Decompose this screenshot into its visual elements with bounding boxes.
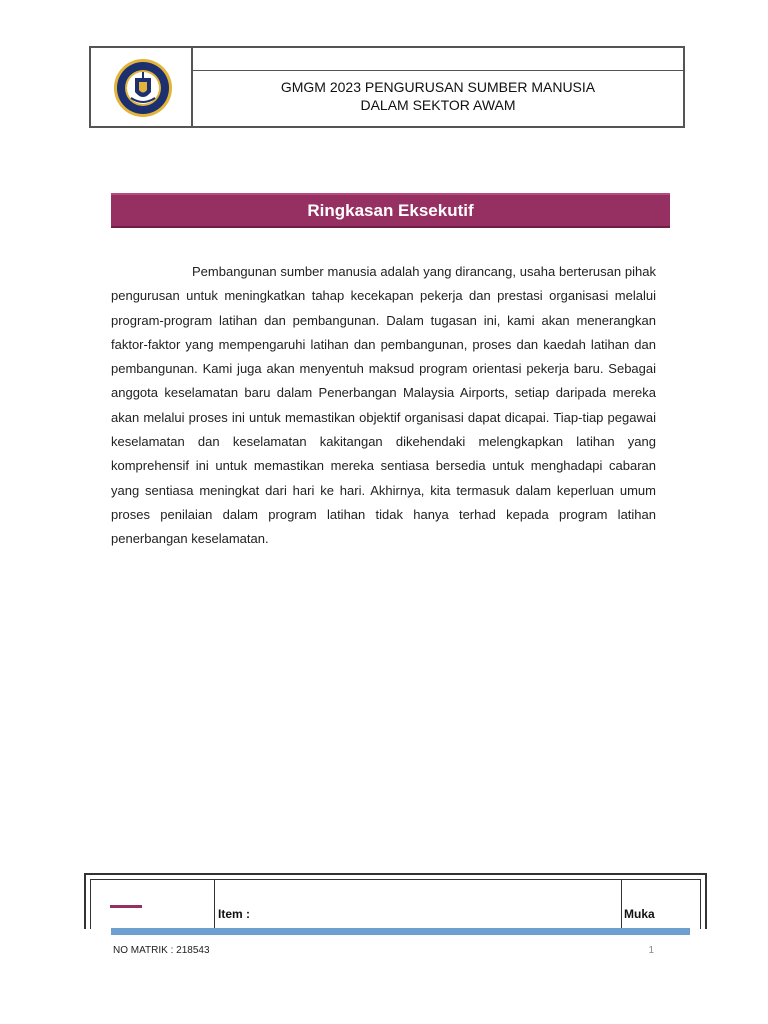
footer-blue-bar [111, 928, 690, 935]
header-table [89, 46, 685, 128]
page-number: 1 [648, 945, 654, 956]
footer-accent-line [110, 905, 142, 908]
footer-muka-label: Muka [624, 907, 655, 921]
header-top-row [193, 48, 683, 71]
header-title-line-1: GMGM 2023 PENGURUSAN SUMBER MANUSIA [280, 79, 596, 95]
header-title [193, 78, 683, 114]
footer-item-label: Item : [218, 907, 251, 921]
body-paragraph: Pembangunan sumber manusia adalah yang dirancang, usaha berterusan pihak pengurusan untuk meningkatkan tahap kecekapan pekerja dan prestasi organisasi melalui program-program latihan dan pembangunan. Dalam tugasan ini, kami akan menerangkan faktor-faktor yang mempengaruhi latihan dan pembangunan, proses dan kaedah latihan dan pembangunan. Kami juga akan menyentuh maksud program orientasi pekerja baru. Sebagai anggota keselamatan baru dalam Penerbangan Malaysia Airports, setiap daripada mereka akan melalui proses ini untuk memastikan objektif organisasi dapat dicapai. Tiap-tiap pegawai keselamatan dan keselamatan kakitangan dikehendaki melengkapkan latihan yang komprehensif ini untuk memastikan mereka sentiasa bersedia untuk menghadapi cabaran yang sentiasa meningkat dari hari ke hari. Akhirnya, kita termasuk dalam keperluan umum proses penilaian dalam program latihan tidak hanya terhad kepada program latihan penerbangan keselamatan. [111, 264, 656, 547]
section-title-banner: Ringkasan Eksekutif [111, 193, 670, 228]
no-matrik: NO MATRIK : 218543 [113, 945, 210, 956]
footer-inner-frame [90, 879, 701, 929]
university-crest-icon [113, 58, 173, 118]
header-logo-cell [91, 48, 193, 126]
header-title-line-2: DALAM SEKTOR AWAM [360, 97, 516, 113]
footer-divider [621, 880, 622, 929]
footer-table [84, 873, 707, 929]
footer-divider [214, 880, 215, 929]
